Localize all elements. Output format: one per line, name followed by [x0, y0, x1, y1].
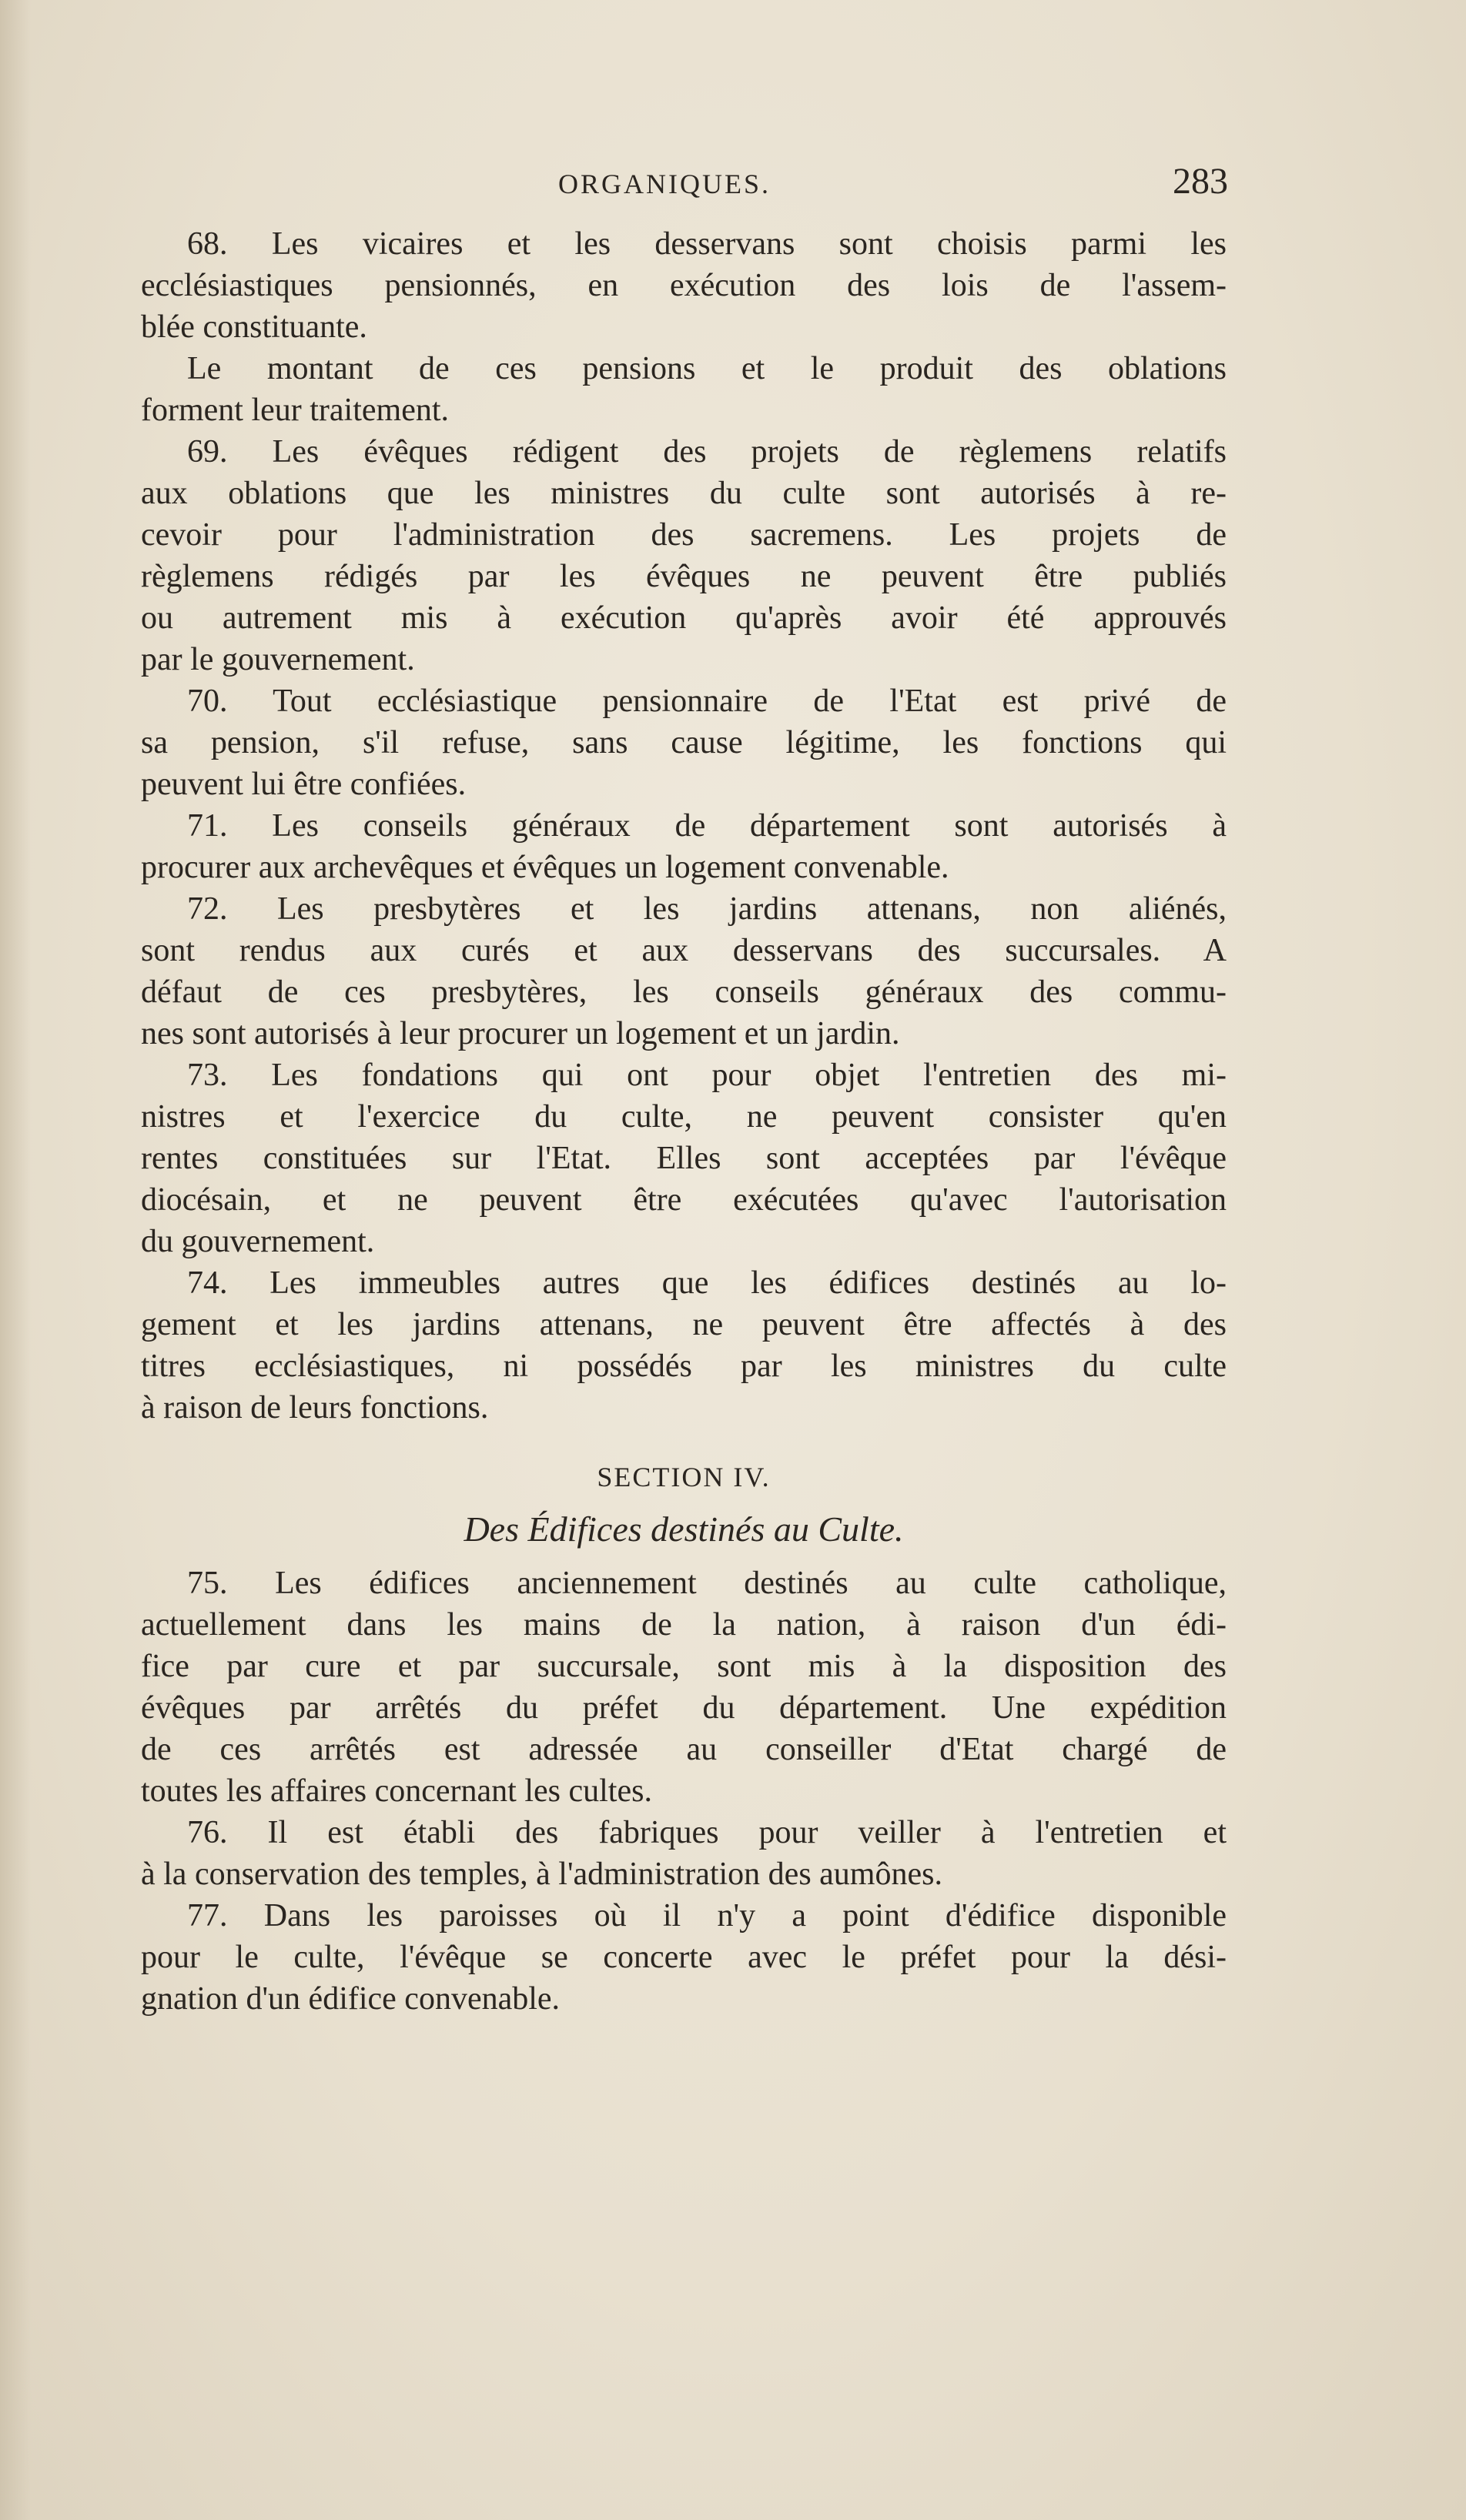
section-number: SECTION IV. — [597, 1462, 771, 1492]
paragraph — [141, 888, 1227, 1054]
paragraph — [141, 1562, 1227, 1812]
text-line: 70. Tout ecclésiastique pensionnaire de l'Etat est privé de — [187, 683, 1227, 719]
text-line: titres ecclésiastiques, ni possédés par les ministres du culte — [141, 1349, 1227, 1384]
text-line: 77. Dans les paroisses où il n'y a point d'édifice disponible — [187, 1898, 1227, 1933]
text-line: règlemens rédigés par les évêques ne peuvent être publiés — [141, 559, 1227, 594]
text-line: 71. Les conseils généraux de département sont autorisés à — [187, 808, 1227, 844]
text-line: pour le culte, l'évêque se concerte avec le préfet pour la dési- — [141, 1940, 1227, 1975]
paragraph — [141, 1262, 1227, 1429]
text-line: Le montant de ces pensions et le produit des oblations — [187, 351, 1227, 386]
text-line: rentes constituées sur l'Etat. Elles sont acceptées par l'évêque — [141, 1141, 1227, 1176]
paragraph — [141, 805, 1227, 888]
text-line: blée constituante. — [141, 309, 367, 345]
articles-after-section — [141, 1562, 1227, 2020]
text-line: aux oblations que les ministres du culte sont autorisés à re- — [141, 476, 1227, 511]
text-line: toutes les affaires concernant les cultes. — [141, 1773, 652, 1809]
text-line: gement et les jardins attenans, ne peuvent être affectés à des — [141, 1307, 1227, 1342]
text-line: cevoir pour l'administration des sacremens. Les projets de — [141, 517, 1227, 553]
text-line: défaut de ces presbytères, les conseils généraux des commu- — [141, 974, 1227, 1010]
paragraph — [141, 348, 1227, 431]
text-line: ou autrement mis à exécution qu'après avoir été approuvés — [141, 600, 1227, 636]
paragraph — [141, 680, 1227, 805]
running-head: ORGANIQUES. — [558, 169, 771, 199]
page-number: 283 — [1173, 161, 1228, 202]
text-line: peuvent lui être confiées. — [141, 767, 467, 802]
text-line: forment leur traitement. — [141, 393, 450, 428]
text-line: 74. Les immeubles autres que les édifices destinés au lo- — [187, 1265, 1227, 1301]
text-line: de ces arrêtés est adressée au conseiller d'Etat chargé de — [141, 1732, 1227, 1767]
text-line: nistres et l'exercice du culte, ne peuvent consister qu'en — [141, 1099, 1227, 1135]
section-title: Des Édifices destinés au Culte. — [464, 1509, 904, 1549]
text-line: 72. Les presbytères et les jardins attenans, non aliénés, — [187, 891, 1227, 927]
text-line: actuellement dans les mains de la nation, à raison d'un édi- — [141, 1607, 1227, 1643]
text-line: nes sont autorisés à leur procurer un logement et un jardin. — [141, 1016, 900, 1051]
text-line: évêques par arrêtés du préfet du département. Une expédition — [141, 1690, 1227, 1726]
text-line: du gouvernement. — [141, 1224, 375, 1259]
text-line: 69. Les évêques rédigent des projets de règlemens relatifs — [187, 434, 1227, 470]
paragraph — [141, 1054, 1227, 1262]
page-header — [127, 160, 1228, 206]
text-line: 76. Il est établi des fabriques pour veiller à l'entretien et — [187, 1815, 1227, 1850]
text-line: sont rendus aux curés et aux desservans des succursales. A — [141, 933, 1227, 968]
text-line: procurer aux archevêques et évêques un logement convenable. — [141, 850, 949, 885]
text-line: à la conservation des temples, à l'administration des aumônes. — [141, 1857, 942, 1892]
text-line: fice par cure et par succursale, sont mis à la disposition des — [141, 1649, 1227, 1684]
paragraph — [141, 431, 1227, 680]
paragraph — [141, 1895, 1227, 2020]
paragraph — [141, 223, 1227, 348]
text-line: gnation d'un édifice convenable. — [141, 1981, 561, 2017]
text-line: diocésain, et ne peuvent être exécutées qu'avec l'autorisation — [141, 1182, 1227, 1218]
text-line: sa pension, s'il refuse, sans cause légitime, les fonctions qui — [141, 725, 1227, 760]
text-line: par le gouvernement. — [141, 642, 415, 677]
page-gutter-shadow — [0, 0, 31, 2520]
articles-before-section — [141, 223, 1227, 1429]
paragraph — [141, 1812, 1227, 1895]
text-line: 75. Les édifices anciennement destinés au culte catholique, — [187, 1566, 1227, 1601]
page-body — [141, 223, 1227, 2020]
text-line: 68. Les vicaires et les desservans sont choisis parmi les — [187, 226, 1227, 262]
text-line: ecclésiastiques pensionnés, en exécution des lois de l'assem- — [141, 268, 1227, 303]
text-line: 73. Les fondations qui ont pour objet l'entretien des mi- — [187, 1058, 1227, 1093]
text-line: à raison de leurs fonctions. — [141, 1390, 489, 1425]
